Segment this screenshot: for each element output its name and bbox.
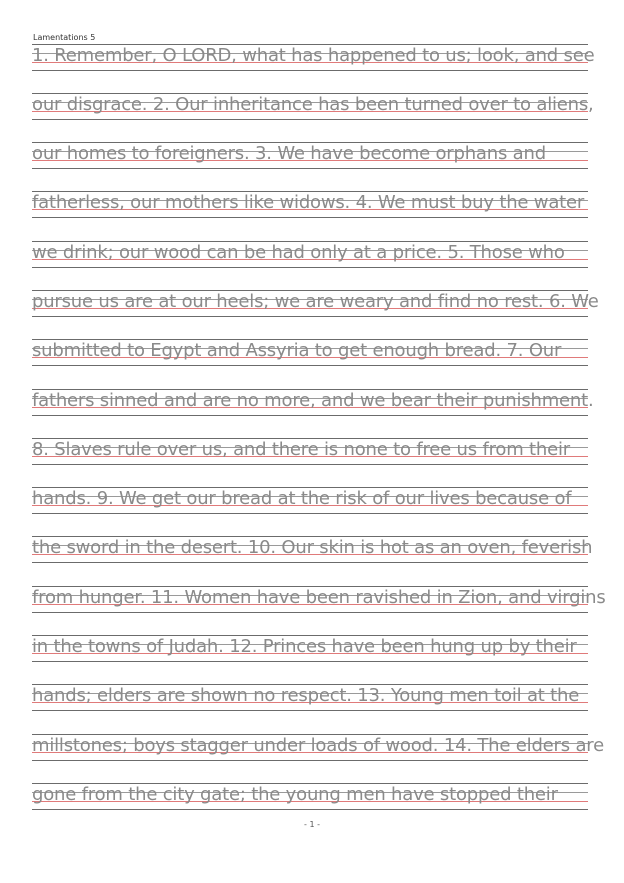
guide-line-bottom <box>32 661 588 662</box>
guide-line-bottom <box>32 217 588 218</box>
practice-row <box>32 339 588 366</box>
trace-text-line: we drink; our wood can be had only at a price. 5. Those who <box>32 242 565 263</box>
practice-row <box>32 734 604 761</box>
guide-line-bottom <box>32 267 588 268</box>
trace-text-line: fatherless, our mothers like widows. 4. We must buy the water <box>32 192 585 213</box>
practice-row <box>32 635 588 662</box>
guide-line-bottom <box>32 316 588 317</box>
trace-text-line: hands; elders are shown no respect. 13. Young men toil at the <box>32 685 580 706</box>
guide-line-bottom <box>32 562 588 563</box>
guide-line-bottom <box>32 710 588 711</box>
guide-line-bottom <box>32 464 588 465</box>
practice-row <box>32 438 588 465</box>
guide-line-bottom <box>32 760 588 761</box>
practice-row <box>32 684 588 711</box>
practice-row <box>32 44 595 71</box>
trace-text-line: in the towns of Judah. 12. Princes have been hung up by their <box>32 636 577 657</box>
practice-row <box>32 290 599 317</box>
trace-text-line: 1. Remember, O LORD, what has happened to us; look, and see <box>32 45 595 66</box>
practice-row <box>32 93 594 120</box>
trace-text-line: hands. 9. We get our bread at the risk of our lives because of <box>32 488 572 509</box>
trace-text-line: our disgrace. 2. Our inheritance has been turned over to aliens, <box>32 94 594 115</box>
practice-row <box>32 586 606 613</box>
guide-line-bottom <box>32 70 588 71</box>
practice-row <box>32 487 588 514</box>
practice-row <box>32 536 593 563</box>
guide-line-bottom <box>32 168 588 169</box>
trace-text-line: the sword in the desert. 10. Our skin is hot as an oven, feverish <box>32 537 593 558</box>
trace-text-line: from hunger. 11. Women have been ravished in Zion, and virgins <box>32 587 606 608</box>
practice-row <box>32 142 588 169</box>
guide-line-bottom <box>32 119 588 120</box>
trace-text-line: millstones; boys stagger under loads of wood. 14. The elders are <box>32 735 604 756</box>
trace-text-line: gone from the city gate; the young men have stopped their <box>32 784 558 805</box>
page-number: - 1 - <box>304 820 320 829</box>
practice-row <box>32 241 588 268</box>
guide-line-bottom <box>32 415 588 416</box>
trace-text-line: 8. Slaves rule over us, and there is none to free us from their <box>32 439 570 460</box>
guide-line-bottom <box>32 513 588 514</box>
guide-line-bottom <box>32 365 588 366</box>
trace-text-line: submitted to Egypt and Assyria to get enough bread. 7. Our <box>32 340 562 361</box>
trace-text-line: fathers sinned and are no more, and we bear their punishment. <box>32 390 594 411</box>
practice-row <box>32 783 588 810</box>
trace-text-line: our homes to foreigners. 3. We have become orphans and <box>32 143 546 164</box>
practice-row <box>32 389 594 416</box>
handwriting-practice-area <box>32 0 606 883</box>
practice-row <box>32 191 588 218</box>
page-header-title: Lamentations 5 <box>33 33 96 42</box>
guide-line-bottom <box>32 612 588 613</box>
trace-text-line: pursue us are at our heels; we are weary and find no rest. 6. We <box>32 291 599 312</box>
guide-line-bottom <box>32 809 588 810</box>
